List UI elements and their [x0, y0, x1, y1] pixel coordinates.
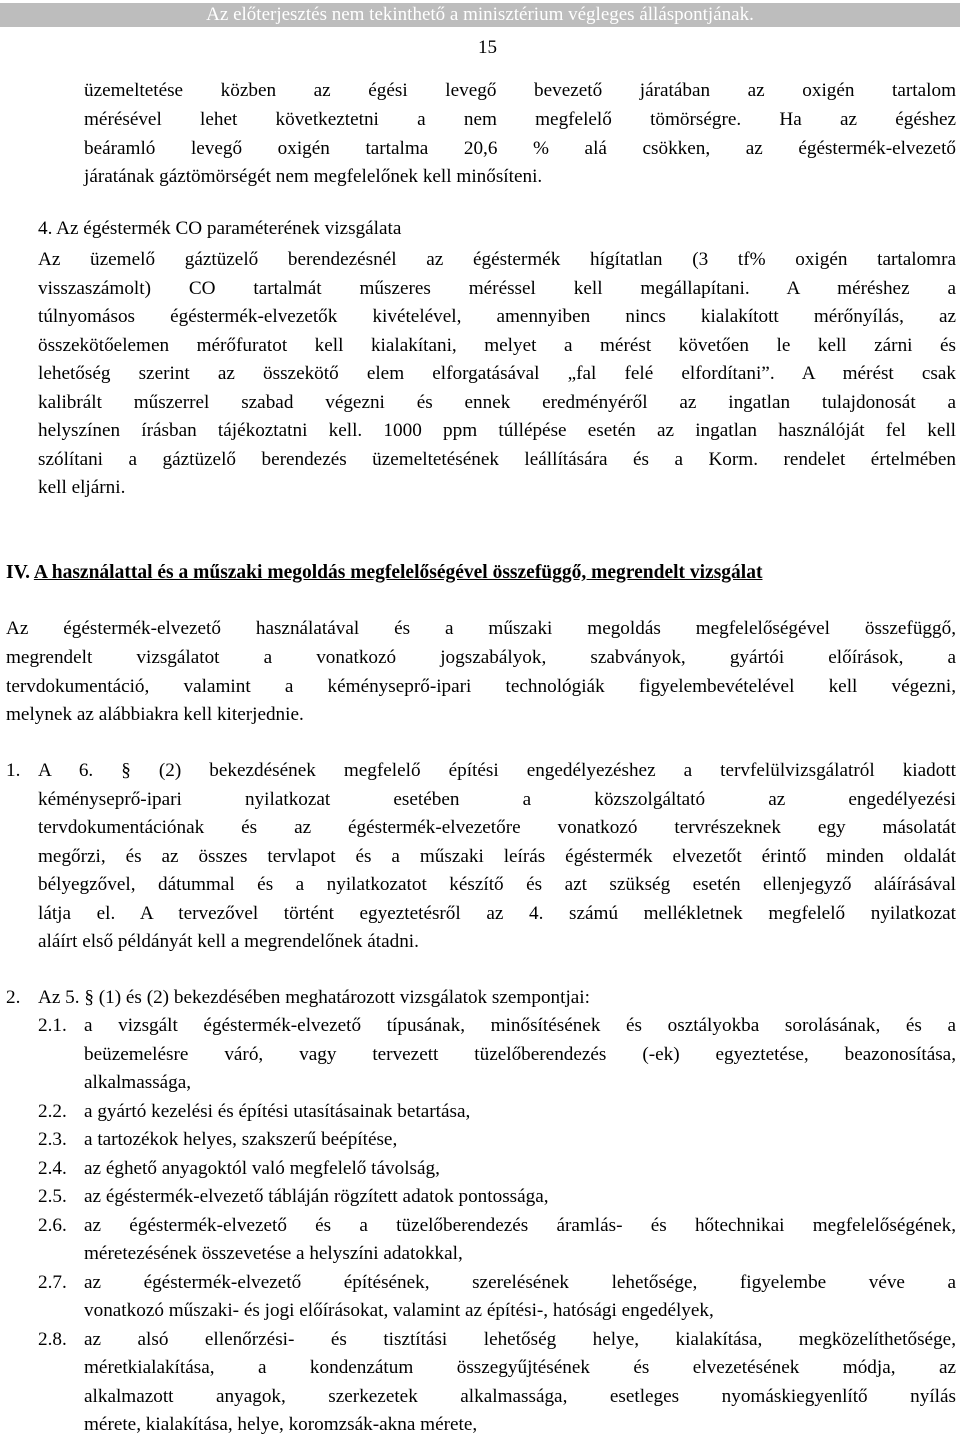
subitem-number: 2.3. — [38, 1129, 67, 1150]
section-4-line: túlnyomásos égéstermék-elvezetők kivételével, amennyiben nincs kialakított mérőnyílás, az — [38, 306, 956, 327]
subitem-line: az éghető anyagoktól való megfelelő távolság, — [84, 1158, 440, 1179]
subitem-line: méretkialakítása, a kondenzátum összegyűjtésének és elvezetésének módja, az — [84, 1357, 956, 1378]
item-1-line: kéményseprő-ipari nyilatkozat esetében a közszolgáltató az engedélyezési — [38, 789, 956, 810]
subitem-line: az égéstermék-elvezető építésének, szerelésének lehetősége, figyelembe véve a — [84, 1272, 956, 1293]
section-4-line: szólítani a gáztüzelő berendezés üzemeltetésének leállítására és a Korm. rendelet értelmében — [38, 449, 956, 470]
item-1-line: aláírt első példányát kell a megrendelőnek átadni. — [38, 931, 419, 952]
subitem-line: az égéstermék-elvezető tábláján rögzített adatok pontossága, — [84, 1186, 549, 1207]
subitem-line: mérete, kialakítása, helye, koromzsák-akna mérete, — [84, 1414, 478, 1435]
item-1-line: tervdokumentációnak és az égéstermék-elvezetőre vonatkozó tervrészeknek egy másolatát — [38, 817, 956, 838]
subitem-line: a vizsgált égéstermék-elvezető típusának, minősítésének és osztályokba sorolásának, és a — [84, 1015, 956, 1036]
subitem-line: az égéstermék-elvezető és a tüzelőberendezés áramlás- és hőtechnikai megfelelőségének, — [84, 1215, 956, 1236]
subitem-number: 2.6. — [38, 1215, 67, 1236]
subitem-number: 2.8. — [38, 1329, 67, 1350]
section-4-line: kell eljárni. — [38, 477, 126, 498]
section-iv-line: megrendelt vizsgálatot a vonatkozó jogszabályok, szabványok, gyártói előírások, a — [6, 647, 956, 668]
section-4-title: 4. Az égéstermék CO paraméterének vizsgálata — [38, 218, 402, 239]
section-4-line: visszaszámolt) CO tartalmát műszeres méréssel kell megállapítani. A méréshez a — [38, 278, 956, 299]
item-2-title: Az 5. § (1) és (2) bekezdésében meghatározott vizsgálatok szempontjai: — [38, 987, 590, 1008]
subitem-line: vonatkozó műszaki- és jogi előírásokat, valamint az építési-, hatósági engedélyek, — [84, 1300, 714, 1321]
item-1-line: bélyegzővel, dátummal és a nyilatkozatot készítő és azt szükség esetén ellenjegyző aláírásával — [38, 874, 956, 895]
item-1-number: 1. — [6, 760, 21, 781]
section-iv-heading — [6, 562, 956, 584]
item-1-line: látja el. A tervezővel történt egyeztetésről az 4. számú mellékletnek megfelelő nyilatkozat — [38, 903, 956, 924]
section-4-line: lehetőség szerint az összekötő elem elforgatásával „fal felé elfordítani”. A mérést csak — [38, 363, 956, 384]
section-iv-line: tervdokumentáció, valamint a kéményseprő-ipari technológiák figyelembevételével kell végezni, — [6, 676, 956, 697]
section-iv-title: A használattal és a műszaki megoldás megfelelőségével összefüggő, megrendelt vizsgálat — [33, 562, 763, 583]
item-2-number: 2. — [6, 987, 21, 1008]
subitem-number: 2.2. — [38, 1101, 67, 1122]
item-1-line: A 6. § (2) bekezdésének megfelelő építési engedélyezéshez a tervfelülvizsgálatról kiadott — [38, 760, 956, 781]
section-4-line: összekötőelemen mérőfuratot kell kialakítani, melyet a mérést követően le kell zárni és — [38, 335, 956, 356]
draft-notice: Az előterjesztés nem tekinthető a minisztérium végleges álláspontjának. — [0, 3, 960, 27]
section-4-line: helyszínen írásban tájékoztatni kell. 1000 ppm túllépése esetén az ingatlan használóját fel kell — [38, 420, 956, 441]
subitem-number: 2.4. — [38, 1158, 67, 1179]
subitem-line: alkalmazott anyagok, szerkezetek alkalmassága, esetleges nyomáskiegyenlítő nyílás — [84, 1386, 956, 1407]
intro-line: mérésével lehet következtetni a nem megfelelő tömörségre. Ha az égéshez — [84, 109, 956, 130]
subitem-number: 2.5. — [38, 1186, 67, 1207]
item-1-line: megőrzi, és az összes tervlapot és a műszaki leírás égéstermék elvezetőt érintő minden oldalát — [38, 846, 956, 867]
subitem-line: az alsó ellenőrzési- és tisztítási lehetőség helye, kialakítása, megközelíthetősége, — [84, 1329, 956, 1350]
intro-line: járatának gáztömörségét nem megfelelőnek kell minősíteni. — [84, 166, 543, 187]
subitem-line: méretezésének összevetése a helyszíni adatokkal, — [84, 1243, 463, 1264]
section-4-line: kalibrált műszerrel szabad végezni és ennek eredményéről az ingatlan tulajdonosát a — [38, 392, 956, 413]
section-iv-roman: IV. — [6, 562, 34, 583]
subitem-line: alkalmassága, — [84, 1072, 192, 1093]
intro-line: beáramló levegő oxigén tartalma 20,6 % alá csökken, az égéstermék-elvezető — [84, 138, 956, 159]
page-number: 15 — [478, 37, 497, 58]
subitem-number: 2.7. — [38, 1272, 67, 1293]
section-iv-line: Az égéstermék-elvezető használatával és a műszaki megoldás megfelelőségével összefüggő, — [6, 618, 956, 639]
section-4-line: Az üzemelő gáztüzelő berendezésnél az égéstermék hígítatlan (3 tf% oxigén tartalomra — [38, 249, 956, 270]
section-iv-line: melynek az alábbiakra kell kiterjednie. — [6, 704, 304, 725]
subitem-line: beüzemelésre váró, vagy tervezett tüzelőberendezés (-ek) egyeztetése, beazonosítása, — [84, 1044, 956, 1065]
subitem-number: 2.1. — [38, 1015, 67, 1036]
subitem-line: a gyártó kezelési és építési utasításainak betartása, — [84, 1101, 471, 1122]
subitem-line: a tartozékok helyes, szakszerű beépítése, — [84, 1129, 398, 1150]
intro-line: üzemeltetése közben az égési levegő bevezető járatában az oxigén tartalom — [84, 80, 956, 101]
